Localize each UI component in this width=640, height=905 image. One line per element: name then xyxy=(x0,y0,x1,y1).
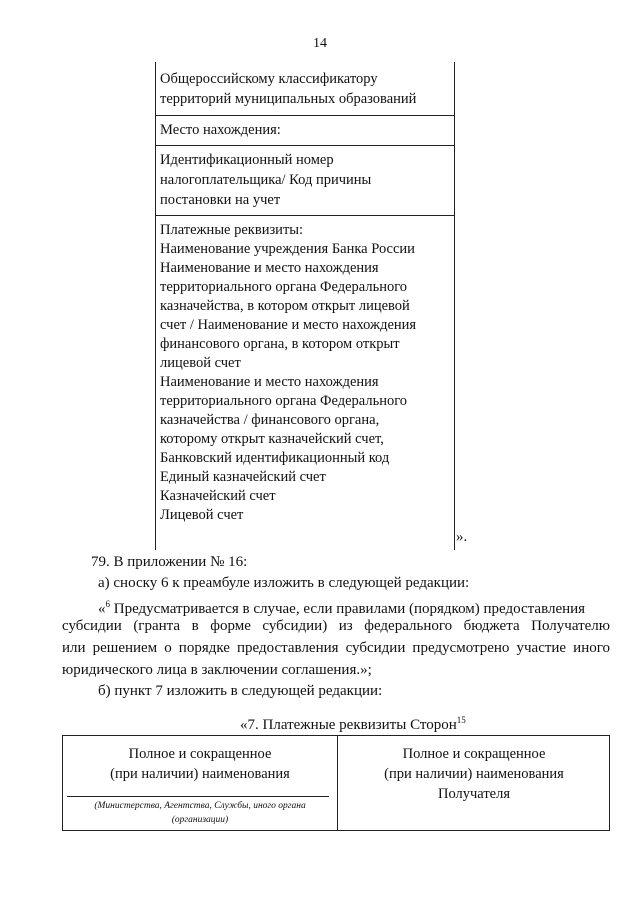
table-left-border xyxy=(155,62,156,550)
footnote-line: субсидии (гранта в форме субсидии) из федерального бюджета Получателю xyxy=(62,618,610,634)
page-number: 14 xyxy=(313,36,327,51)
table-cell-text: налогоплательщика/ Код причины xyxy=(160,172,372,188)
footnote-mark: 6 xyxy=(105,599,110,609)
table-cell-text: Общероссийскому классификатору xyxy=(160,71,378,87)
left-note-line: (организации) xyxy=(171,815,229,825)
item-b: б) пункт 7 изложить в следующей редакции: xyxy=(98,683,383,699)
footnote-line: юридического лица в заключении соглашения.»; xyxy=(62,662,372,678)
table-cell-text: Наименование и место нахождения xyxy=(160,374,379,390)
table-cell-text: Место нахождения: xyxy=(160,122,281,138)
table-cell-text: Платежные реквизиты: xyxy=(160,222,304,238)
table-cell-text: территориального органа Федерального xyxy=(160,393,408,409)
right-header-line: Получателя xyxy=(437,786,511,802)
table-cell-text: Наименование учреждения Банка России xyxy=(160,241,415,257)
table-cell-text: Единый казначейский счет xyxy=(160,469,326,485)
table-divider xyxy=(155,215,455,216)
left-note-line: (Министерства, Агентства, Службы, иного органа xyxy=(94,801,306,811)
footnote-mark: 15 xyxy=(456,715,466,725)
open-quote: « xyxy=(98,601,106,617)
table-cell-text: территориального органа Федерального xyxy=(160,279,408,295)
table-cell-text: лицевой счет xyxy=(160,355,241,371)
right-header-line: Полное и сокращенное xyxy=(402,746,546,762)
requisites-table xyxy=(62,735,610,831)
table-cell-text: Наименование и место нахождения xyxy=(160,260,379,276)
table-cell-text: Идентификационный номер xyxy=(160,152,334,168)
table-cell-text: Лицевой счет xyxy=(160,507,244,523)
closing-quote: ». xyxy=(456,529,468,545)
item-79: 79. В приложении № 16: xyxy=(91,554,248,570)
table-right-border xyxy=(454,62,455,550)
table-cell-text: счет / Наименование и место нахождения xyxy=(160,317,417,333)
section-heading-text: «7. Платежные реквизиты Сторон xyxy=(240,717,457,733)
table-cell-text: Казначейский счет xyxy=(160,488,276,504)
table-cell-text: территорий муниципальных образований xyxy=(160,91,417,107)
left-header-line: (при наличии) наименования xyxy=(110,766,290,782)
table-cell-text: которому открыт казначейский счет, xyxy=(160,431,384,447)
left-header-line: Полное и сокращенное xyxy=(128,746,272,762)
footnote-line: или решением о порядке предоставления субсидии предусмотрено участие иного xyxy=(62,640,610,656)
table-cell-text: казначейства, в котором открыт лицевой xyxy=(160,298,410,314)
table-cell-text: Банковский идентификационный код xyxy=(160,450,390,466)
section-heading xyxy=(240,709,466,736)
table-divider xyxy=(155,115,455,116)
signature-rule xyxy=(67,796,329,797)
table-cell-text: казначейства / финансового органа, xyxy=(160,412,380,428)
footnote-text: Предусматривается в случае, если правилами (порядком) предоставления xyxy=(110,601,586,617)
table-divider xyxy=(155,145,455,146)
right-header-line: (при наличии) наименования xyxy=(384,766,564,782)
table-cell-text: постановки на учет xyxy=(160,192,281,208)
item-a: а) сноску 6 к преамбуле изложить в следующей редакции: xyxy=(98,575,470,591)
table-cell-text: финансового органа, в котором открыт xyxy=(160,336,400,352)
